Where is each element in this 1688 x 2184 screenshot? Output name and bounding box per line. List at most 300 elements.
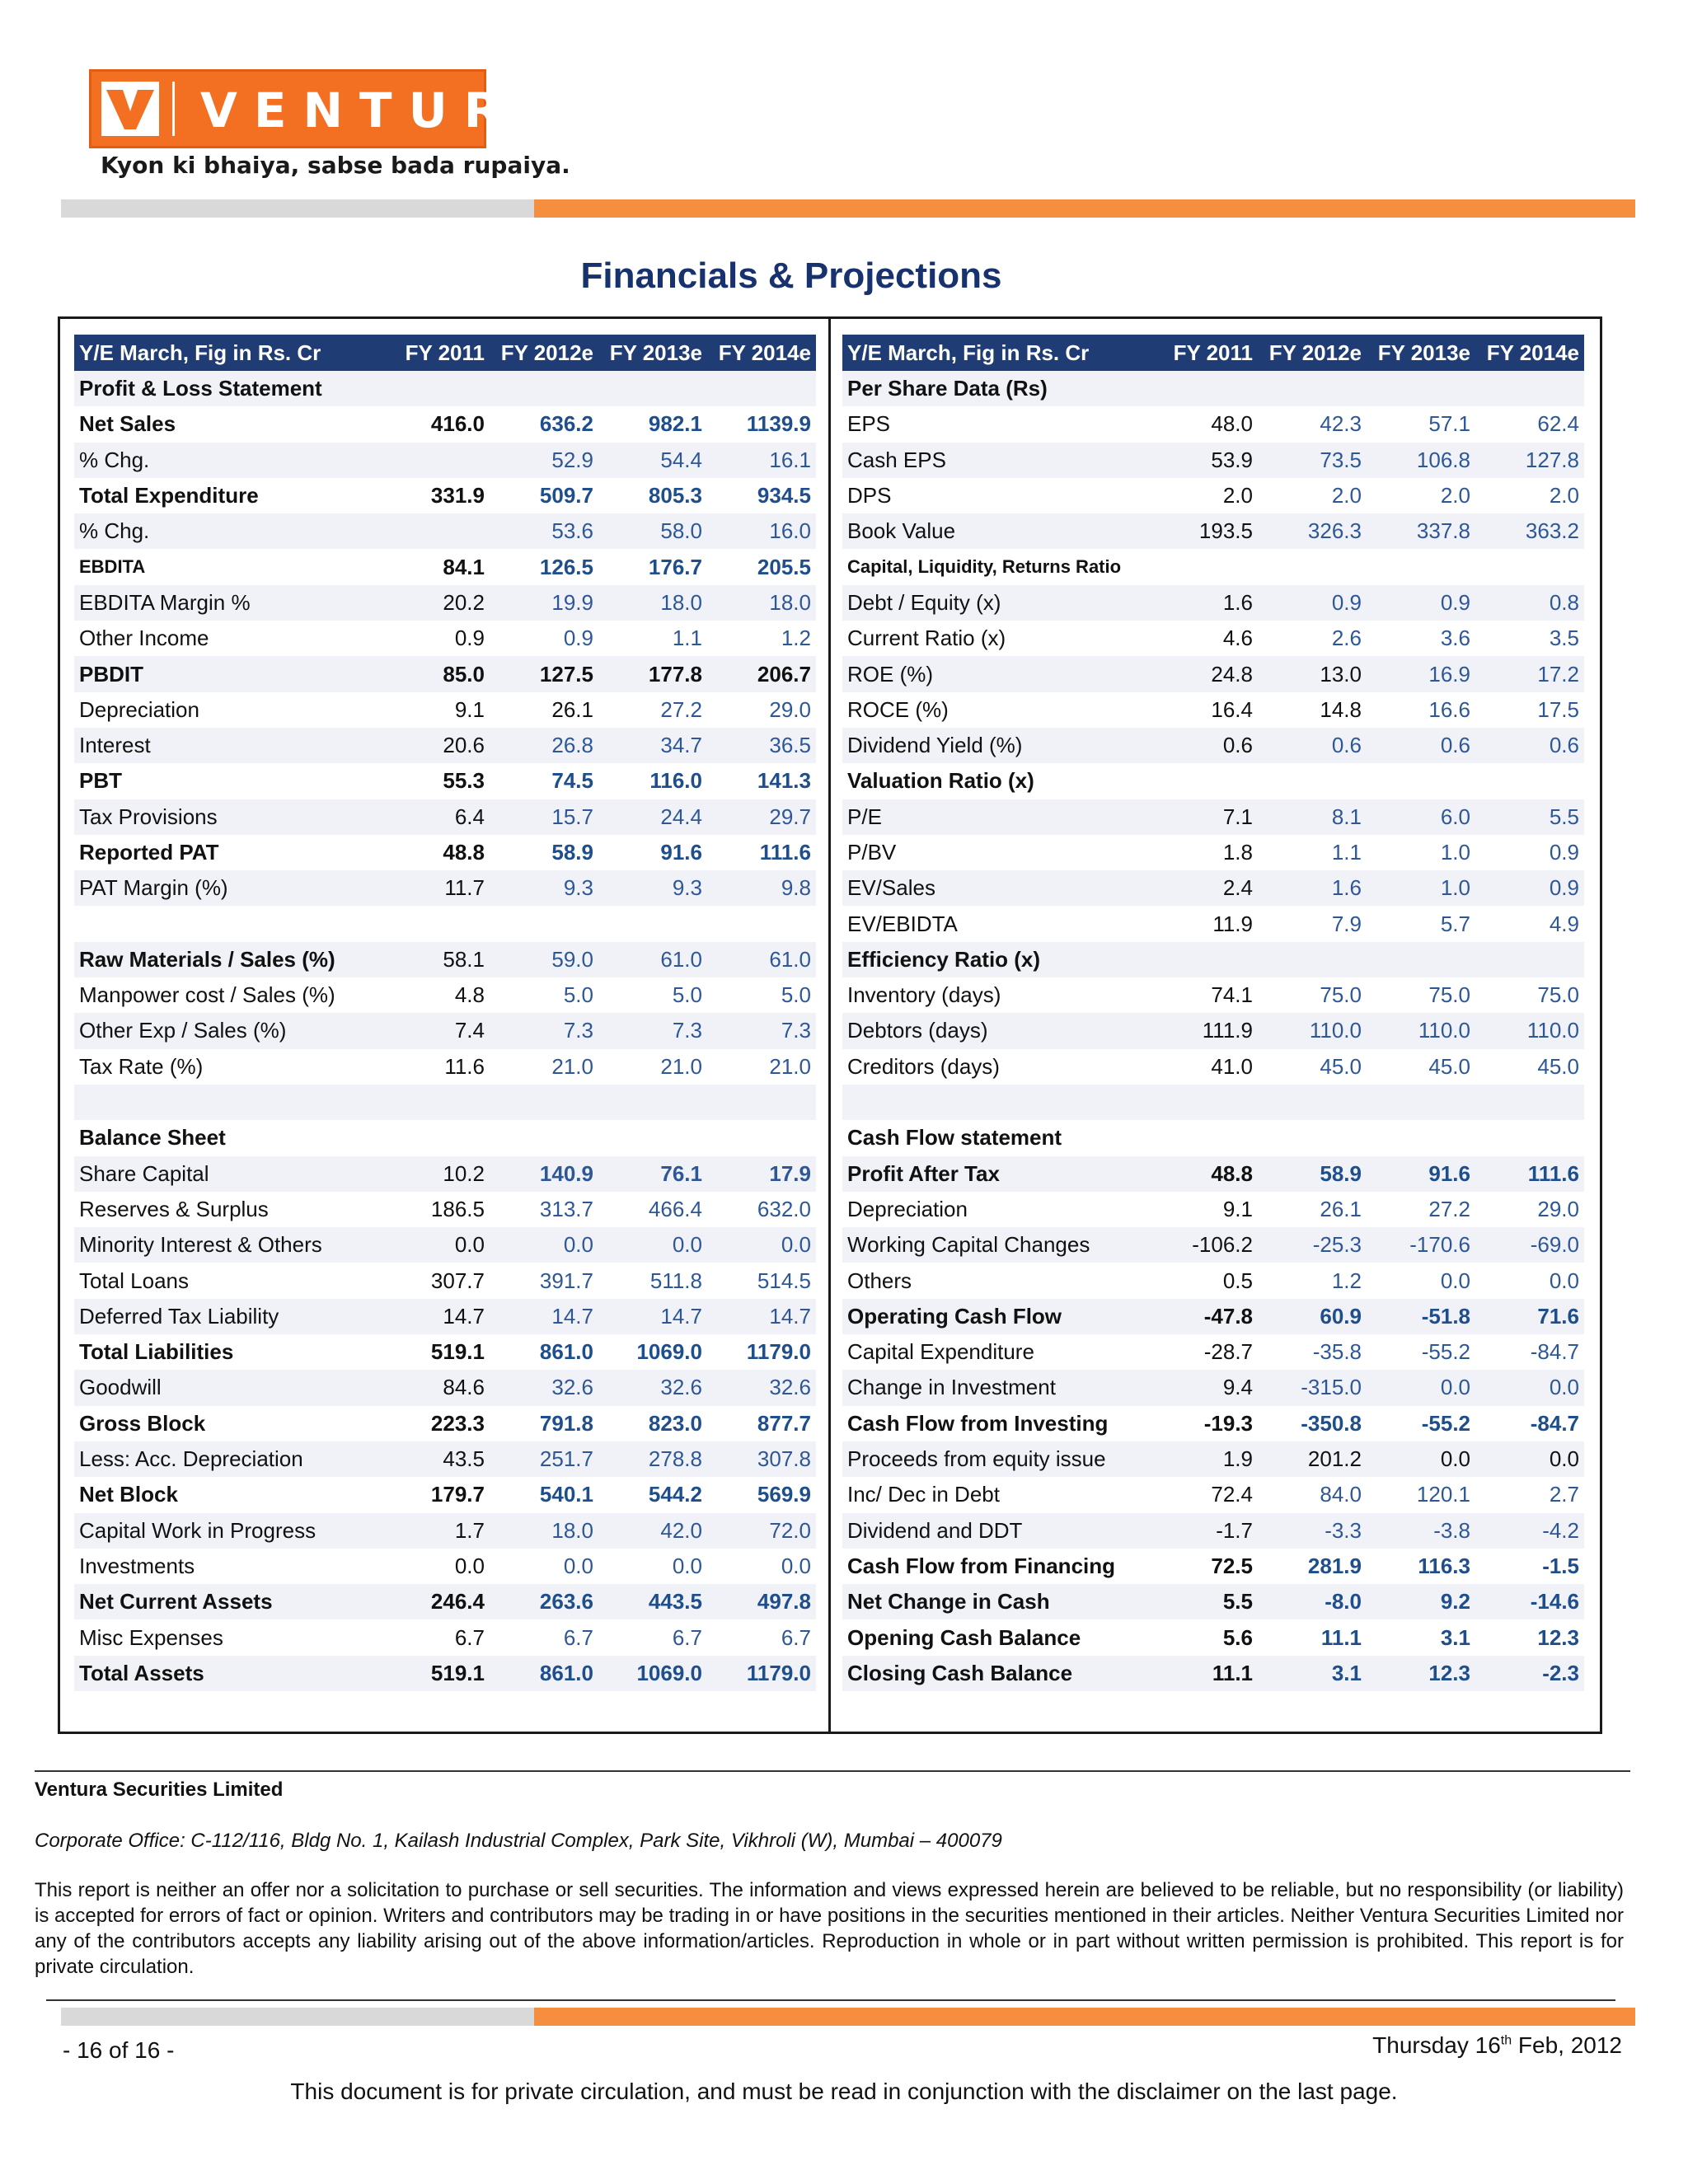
value-projection: -350.8: [1301, 1410, 1362, 1436]
circulation-note: This document is for private circulation, and must be read in conjunction with the disclaimer on the last page.: [290, 2079, 1398, 2104]
table-row: [74, 870, 816, 906]
table-row: [842, 621, 1584, 656]
value-projection: 52.9: [490, 443, 598, 478]
value-projection: 11.1: [1320, 1624, 1362, 1650]
value-projection: 16.6: [1428, 696, 1470, 722]
value-projection: 982.1: [648, 411, 702, 437]
value-projection: [1367, 1120, 1475, 1155]
table-row: [74, 835, 816, 870]
value-projection: 60.9: [1258, 1299, 1367, 1334]
row-label: EPS: [847, 411, 891, 437]
value-projection: 9.2: [1367, 1584, 1475, 1619]
value-actual: [1149, 763, 1258, 799]
table-row: [74, 1656, 816, 1691]
value-actual: -28.7: [1203, 1339, 1253, 1365]
table-row: [842, 1477, 1584, 1512]
value-projection: -84.7: [1530, 1339, 1579, 1365]
value-projection: [490, 1085, 598, 1120]
value-projection: 313.7: [539, 1196, 593, 1221]
value-actual: 186.5: [430, 1196, 485, 1221]
value-projection: [1475, 371, 1584, 406]
table-header-row: [842, 335, 1584, 371]
value-projection: 6.7: [672, 1624, 702, 1650]
value-projection: 32.6: [598, 1370, 707, 1405]
value-projection: -3.8: [1367, 1513, 1475, 1549]
table-row: [74, 1584, 816, 1619]
value-projection: 14.7: [707, 1299, 816, 1334]
value-projection: 934.5: [757, 483, 811, 509]
row-label: PBT: [79, 768, 122, 794]
value-projection: 791.8: [539, 1410, 593, 1436]
value-projection: [1258, 942, 1367, 977]
value-actual: -47.8: [1149, 1299, 1258, 1334]
value-projection: -25.3: [1258, 1227, 1367, 1263]
value-projection: 45.0: [1428, 1053, 1470, 1079]
row-label: Inventory (days): [847, 982, 1001, 1008]
row-label: Depreciation: [79, 696, 199, 722]
row-label: Tax Rate (%): [79, 1053, 204, 1079]
value-projection: 18.0: [598, 585, 707, 621]
corporate-office: Corporate Office: C-112/116, Bldg No. 1, Kailash Industrial Complex, Park Site, Vikhroli (W), Mumbai – 400079: [35, 1830, 1002, 1852]
value-projection: 1069.0: [636, 1339, 702, 1365]
value-projection: [598, 371, 707, 406]
row-label: Inc/ Dec in Debt: [847, 1482, 1000, 1507]
value-projection: [1258, 1120, 1367, 1155]
value-projection: [1475, 1120, 1584, 1155]
row-label: [842, 1085, 1149, 1120]
value-projection: -170.6: [1367, 1227, 1475, 1263]
value-projection: [490, 906, 598, 941]
value-actual: 48.8: [443, 840, 485, 865]
value-projection: -35.8: [1312, 1339, 1362, 1365]
value-projection: 5.5: [1475, 799, 1584, 835]
value-projection: 0.0: [1549, 1268, 1579, 1293]
value-projection: 263.6: [490, 1584, 598, 1619]
row-label: Creditors (days): [847, 1053, 1000, 1079]
value-projection: 877.7: [757, 1410, 811, 1436]
value-projection: [1258, 549, 1367, 584]
value-projection: 861.0: [490, 1656, 598, 1691]
row-label: % Chg.: [74, 513, 381, 549]
row-label: Other Income: [79, 626, 209, 651]
table-row: [74, 1549, 816, 1584]
value-projection: -84.7: [1530, 1410, 1579, 1436]
value-projection: 278.8: [598, 1441, 707, 1477]
value-projection: 16.9: [1367, 656, 1475, 691]
table-row: [74, 443, 816, 478]
value-actual: [1149, 942, 1258, 977]
value-projection: 45.0: [1320, 1053, 1362, 1079]
value-projection: [1258, 371, 1367, 406]
row-label: Reported PAT: [79, 840, 219, 865]
value-projection: 7.3: [707, 1013, 816, 1048]
value-projection: 58.9: [551, 840, 593, 865]
value-projection: 111.6: [1475, 1156, 1584, 1192]
value-projection: 110.0: [1258, 1013, 1367, 1048]
row-label: Raw Materials / Sales (%): [74, 942, 381, 977]
value-projection: -55.2: [1421, 1339, 1470, 1365]
value-projection: -55.2: [1421, 1410, 1470, 1436]
table-row: [842, 692, 1584, 728]
value-actual: 0.9: [454, 626, 485, 651]
value-actual: 48.0: [1211, 411, 1253, 437]
value-actual: -19.3: [1203, 1410, 1253, 1436]
value-projection: 1.1: [672, 626, 702, 651]
value-projection: 110.0: [1367, 1013, 1475, 1048]
value-actual: 9.1: [454, 696, 485, 722]
row-label: Capital Work in Progress: [74, 1513, 381, 1549]
table-row: [842, 1619, 1584, 1655]
value-projection: [707, 1120, 816, 1155]
value-actual: 74.1: [1211, 982, 1253, 1008]
value-projection: 251.7: [490, 1441, 598, 1477]
value-actual: 16.4: [1211, 696, 1253, 722]
row-label: Others: [847, 1268, 912, 1293]
value-actual: -106.2: [1149, 1227, 1258, 1263]
value-projection: 110.0: [1475, 1013, 1584, 1048]
table-row: [842, 728, 1584, 763]
table-row: [74, 728, 816, 763]
row-label: Dividend and DDT: [842, 1513, 1149, 1549]
value-actual: 7.1: [1149, 799, 1258, 835]
value-actual: 41.0: [1211, 1053, 1253, 1079]
ventura-logo: [89, 69, 571, 148]
table-row: [842, 1156, 1584, 1192]
value-projection: 0.0: [707, 1227, 816, 1263]
table-row: [74, 406, 816, 442]
table-row: [842, 513, 1584, 549]
value-actual: 307.7: [430, 1268, 485, 1293]
value-projection: 75.0: [1428, 982, 1470, 1008]
value-projection: -2.3: [1475, 1656, 1584, 1691]
row-label: Other Exp / Sales (%): [74, 1013, 381, 1048]
value-projection: 0.0: [1440, 1268, 1470, 1293]
value-actual: 14.7: [381, 1299, 490, 1334]
table-row: [74, 763, 816, 799]
value-projection: 57.1: [1428, 411, 1470, 437]
value-projection: 509.7: [539, 483, 593, 509]
value-projection: -14.6: [1475, 1584, 1584, 1619]
row-label: Capital, Liquidity, Returns Ratio: [847, 556, 1122, 578]
row-label: Net Block: [79, 1482, 178, 1507]
footer-band: [61, 2008, 1635, 2026]
value-projection: 3.6: [1440, 626, 1470, 651]
value-projection: 127.8: [1475, 443, 1584, 478]
value-actual: 0.0: [381, 1227, 490, 1263]
value-projection: 53.6: [490, 513, 598, 549]
row-label: P/E: [842, 799, 1149, 835]
row-label: PBDIT: [74, 656, 381, 691]
value-projection: 281.9: [1307, 1553, 1362, 1578]
table-row: [74, 692, 816, 728]
row-label: Operating Cash Flow: [842, 1299, 1149, 1334]
table-row: [842, 656, 1584, 691]
row-label: Investments: [79, 1553, 195, 1578]
value-projection: 17.5: [1537, 696, 1579, 722]
row-label: Efficiency Ratio (x): [842, 942, 1149, 977]
header-year: FY 2014e: [1475, 335, 1584, 371]
table-row: [74, 906, 816, 941]
value-projection: 3.5: [1549, 626, 1579, 651]
table-row: [74, 1370, 816, 1405]
value-projection: [1475, 942, 1584, 977]
value-projection: 3.1: [1258, 1656, 1367, 1691]
value-projection: 74.5: [551, 768, 593, 794]
value-projection: 497.8: [707, 1584, 816, 1619]
value-projection: 2.0: [1549, 483, 1579, 509]
table-row: [74, 1619, 816, 1655]
value-projection: 511.8: [649, 1268, 702, 1293]
value-actual: 1.7: [381, 1513, 490, 1549]
table-row: [842, 942, 1584, 977]
value-projection: 34.7: [598, 728, 707, 763]
value-projection: 6.7: [563, 1624, 593, 1650]
value-projection: 4.9: [1549, 911, 1579, 936]
table-row: [842, 1263, 1584, 1298]
table-row: [74, 478, 816, 513]
value-projection: 14.7: [598, 1299, 707, 1334]
value-projection: 8.1: [1258, 799, 1367, 835]
table-row: [74, 1513, 816, 1549]
value-projection: [1367, 1085, 1475, 1120]
value-actual: 7.4: [381, 1013, 490, 1048]
value-projection: 1179.0: [707, 1656, 816, 1691]
disclaimer-text: This report is neither an offer nor a solicitation to purchase or sell securities. The information and views expressed herein are believed to be reliable, but no responsibility (or liability) is accepted for errors of fact or opinion. Writers and contributors may be trading in or have positions in the securities mentioned in their articles. Neither Ventura Securities Limited nor any of the contributors accepts any liability arising out of the above information/articles. Reproduction in whole or in part without written permission is prohibited. This report is for private circulation.: [35, 1879, 1624, 1978]
value-projection: 9.8: [707, 870, 816, 906]
footer-rule-bottom: [46, 1999, 1615, 2001]
value-actual: 1.6: [1149, 585, 1258, 621]
table-row: [74, 513, 816, 549]
value-projection: 206.7: [707, 656, 816, 691]
table-row: [842, 1227, 1584, 1263]
table-row: [842, 799, 1584, 835]
row-label: Closing Cash Balance: [842, 1656, 1149, 1691]
row-label: Net Change in Cash: [842, 1584, 1149, 1619]
value-actual: 179.7: [430, 1482, 485, 1507]
value-actual: 43.5: [381, 1441, 490, 1477]
value-projection: 0.6: [1475, 728, 1584, 763]
value-projection: 5.0: [672, 982, 702, 1008]
row-label: Misc Expenses: [79, 1624, 223, 1650]
ventura-v-mark-icon: [98, 78, 162, 139]
table-row: [842, 1120, 1584, 1155]
value-projection: 2.0: [1440, 483, 1470, 509]
value-projection: -8.0: [1258, 1584, 1367, 1619]
table-row: [74, 1477, 816, 1512]
row-label: Balance Sheet: [79, 1125, 226, 1151]
table-row: [842, 478, 1584, 513]
table-row: [842, 1549, 1584, 1584]
row-label: Cash Flow from Financing: [847, 1553, 1116, 1578]
value-projection: 42.0: [598, 1513, 707, 1549]
value-projection: 29.0: [769, 696, 811, 722]
value-projection: 36.5: [707, 728, 816, 763]
value-actual: 55.3: [443, 768, 485, 794]
value-projection: 5.0: [781, 982, 811, 1008]
value-projection: [598, 1085, 707, 1120]
row-label: ROCE (%): [847, 696, 949, 722]
row-label: Proceeds from equity issue: [842, 1441, 1149, 1477]
value-projection: 7.9: [1331, 911, 1362, 936]
table-row: [842, 1334, 1584, 1370]
row-label: EBDITA Margin %: [74, 585, 381, 621]
value-actual: 519.1: [430, 1339, 485, 1365]
value-projection: 514.5: [757, 1268, 811, 1293]
value-projection: [490, 371, 598, 406]
value-projection: 7.3: [598, 1013, 707, 1048]
value-projection: 0.8: [1475, 585, 1584, 621]
value-actual: 1.9: [1149, 1441, 1258, 1477]
table-row: [842, 1406, 1584, 1441]
table-row: [74, 1120, 816, 1155]
row-label: Deferred Tax Liability: [74, 1299, 381, 1334]
header-band: [61, 199, 1635, 218]
company-name: Ventura Securities Limited: [35, 1779, 284, 1801]
value-projection: [1475, 1085, 1584, 1120]
row-label: Current Ratio (x): [847, 626, 1006, 651]
value-projection: 18.0: [490, 1513, 598, 1549]
value-actual: [1149, 1120, 1258, 1155]
value-projection: 0.6: [1258, 728, 1367, 763]
value-projection: 91.6: [1367, 1156, 1475, 1192]
header-label: Y/E March, Fig in Rs. Cr: [842, 335, 1149, 371]
value-actual: [381, 513, 490, 549]
value-projection: 120.1: [1416, 1482, 1470, 1507]
table-row: [74, 1263, 816, 1298]
brand-tagline: Kyon ki bhaiya, sabse bada rupaiya.: [101, 152, 570, 179]
value-projection: 1.6: [1258, 870, 1367, 906]
value-projection: 71.6: [1475, 1299, 1584, 1334]
value-projection: 6.0: [1367, 799, 1475, 835]
value-projection: 861.0: [539, 1339, 593, 1365]
value-projection: [1258, 763, 1367, 799]
value-actual: 84.1: [443, 554, 485, 579]
table-row: [842, 1513, 1584, 1549]
row-label: Book Value: [842, 513, 1149, 549]
value-projection: 24.4: [598, 799, 707, 835]
value-projection: 16.0: [707, 513, 816, 549]
value-projection: 141.3: [757, 768, 811, 794]
value-projection: 0.9: [1549, 840, 1579, 865]
value-projection: 58.9: [1258, 1156, 1367, 1192]
value-projection: 73.5: [1258, 443, 1367, 478]
footer-rule-top: [35, 1770, 1630, 1772]
table-row: [74, 585, 816, 621]
value-projection: 540.1: [539, 1482, 593, 1507]
value-actual: 4.8: [454, 982, 485, 1008]
row-label: EBDITA: [79, 556, 146, 578]
row-label: [74, 906, 381, 941]
value-projection: 0.0: [490, 1227, 598, 1263]
value-actual: 0.6: [1149, 728, 1258, 763]
value-projection: 16.1: [707, 443, 816, 478]
value-projection: [1367, 371, 1475, 406]
value-projection: 75.0: [1537, 982, 1579, 1008]
table-row: [74, 1441, 816, 1477]
row-label: P/BV: [847, 840, 897, 865]
header-label: Y/E March, Fig in Rs. Cr: [74, 335, 381, 371]
page-title: Financials & Projections: [580, 255, 1002, 296]
value-actual: [381, 1120, 490, 1155]
value-actual: 519.1: [381, 1656, 490, 1691]
table-row: [74, 977, 816, 1013]
value-projection: 126.5: [539, 554, 593, 579]
value-projection: [1367, 942, 1475, 977]
row-label: Cash EPS: [842, 443, 1149, 478]
value-projection: 61.0: [707, 942, 816, 977]
value-projection: 7.3: [490, 1013, 598, 1048]
value-projection: 1.1: [1331, 840, 1362, 865]
value-actual: [381, 1085, 490, 1120]
value-projection: 176.7: [648, 554, 702, 579]
table-row: [74, 1334, 816, 1370]
value-projection: 0.6: [1367, 728, 1475, 763]
value-actual: [1149, 1085, 1258, 1120]
value-actual: 20.2: [381, 585, 490, 621]
row-label: Total Liabilities: [79, 1339, 234, 1365]
value-projection: 1.0: [1440, 840, 1470, 865]
value-actual: 2.4: [1149, 870, 1258, 906]
value-projection: 632.0: [757, 1196, 811, 1221]
value-projection: -315.0: [1258, 1370, 1367, 1405]
row-label: Share Capital: [74, 1156, 381, 1192]
value-actual: 5.6: [1222, 1624, 1253, 1650]
value-projection: 2.6: [1331, 626, 1362, 651]
value-projection: 205.5: [757, 554, 811, 579]
value-actual: 223.3: [430, 1410, 485, 1436]
row-label: Working Capital Changes: [842, 1227, 1149, 1263]
value-actual: 11.7: [381, 870, 490, 906]
value-projection: 5.0: [563, 982, 593, 1008]
value-actual: 4.6: [1222, 626, 1253, 651]
value-actual: 0.5: [1222, 1268, 1253, 1293]
row-label: Dividend Yield (%): [842, 728, 1149, 763]
value-projection: 18.0: [707, 585, 816, 621]
row-label: Interest: [74, 728, 381, 763]
value-actual: 1.8: [1222, 840, 1253, 865]
value-actual: 416.0: [430, 411, 485, 437]
value-projection: 2.7: [1549, 1482, 1579, 1507]
value-projection: 391.7: [539, 1268, 593, 1293]
table-header-row: [74, 335, 816, 371]
row-label: Opening Cash Balance: [847, 1624, 1081, 1650]
header-year: FY 2011: [381, 335, 490, 371]
table-row: [842, 1370, 1584, 1405]
value-projection: 201.2: [1258, 1441, 1367, 1477]
row-label: Gross Block: [79, 1410, 206, 1436]
value-projection: [1258, 1085, 1367, 1120]
value-projection: 5.7: [1440, 911, 1470, 936]
value-projection: 12.3: [1537, 1624, 1579, 1650]
table-row: [842, 1049, 1584, 1085]
header-year: FY 2013e: [598, 335, 707, 371]
value-actual: 24.8: [1149, 656, 1258, 691]
value-actual: 246.4: [381, 1584, 490, 1619]
value-actual: 9.4: [1149, 1370, 1258, 1405]
value-actual: 11.6: [444, 1053, 485, 1079]
row-label: Valuation Ratio (x): [847, 768, 1034, 794]
value-projection: [598, 906, 707, 941]
value-projection: 0.0: [672, 1553, 702, 1578]
value-projection: 26.8: [490, 728, 598, 763]
table-row: [842, 1441, 1584, 1477]
row-label: PAT Margin (%): [74, 870, 381, 906]
header-year: FY 2014e: [707, 335, 816, 371]
header-year: FY 2012e: [1258, 335, 1367, 371]
value-projection: 443.5: [598, 1584, 707, 1619]
value-actual: 6.4: [381, 799, 490, 835]
value-actual: 10.2: [381, 1156, 490, 1192]
